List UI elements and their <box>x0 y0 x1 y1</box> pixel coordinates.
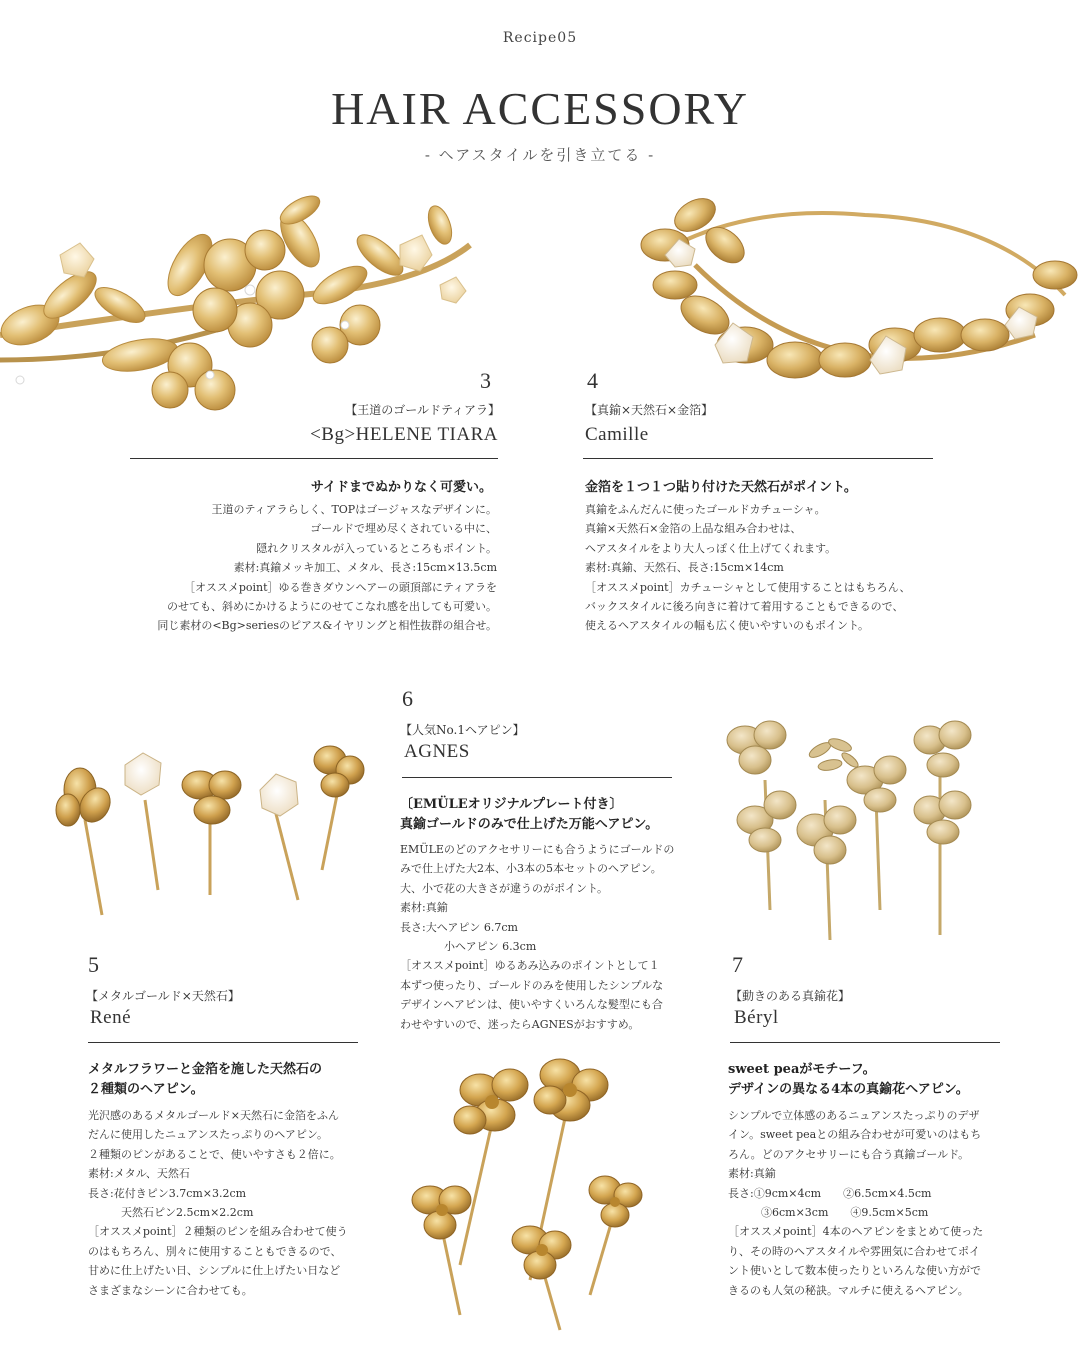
item-5-number: 5 <box>88 952 99 977</box>
item-4-heading: 金箔を１つ１つ貼り付けた天然石がポイント。 <box>585 480 857 495</box>
item-4-description: 真鍮をふんだんに使ったゴールドカチューシャ。 真鍮×天然石×金箔の上品な組み合わせは、 ヘアスタイルをより大人っぽく仕上げてくれます。 素材:真鍮、天然石、長さ:15cm×14cm ［オススメpoint］カチューシャとして使用することはもちろん、 バックスタイルに後ろ向きに着けて着用することもできるので、 使えるヘアスタイルの幅も広く使いやすいのもポイント。 <box>585 503 911 633</box>
item-5-name: René <box>90 1007 132 1028</box>
item-4-number: 4 <box>587 368 598 393</box>
item-4-name: Camille <box>585 424 649 445</box>
item-6-description: EMÜLEのどのアクセサリーにも合うようにゴールドの みで仕上げた大2本、小3本の5本セットのヘアピン。 大、小で花の大きさが違うのがポイント。 素材:真鍮 長さ:大ヘアピン 6.7cm 小ヘアピン 6.3cm ［オススメpoint］ゆるあみ込みのポイントとして１ 本ずつ使ったり、ゴールドのみを使用したシンプルな デザインヘアピンは、使いやすくいろんな髪型にも合 わせやすいので、迷ったらAGNESがおすすめ。 <box>400 843 675 1031</box>
item-3-tag: 【王道のゴールドティアラ】 <box>345 403 500 417</box>
beryl-pins-photo <box>715 710 1015 945</box>
item-7-description: シンプルで立体感のあるニュアンスたっぷりのデザ イン。sweet peaとの組み合わせが可愛いのはもち ろん。どのアクセサリーにも合う真鍮ゴールド。 素材:真鍮 長さ:①9cm×4cm ②6.5cm×4.5cm ③6cm×3cm ④9.5cm×5cm ［オススメpoint］4本のヘアピンをまとめて使った り、その時のヘアスタイルや雰囲気に合わせてポイ ント使いとして数本使ったりといろんな使い方がで きるのも人気の秘訣。マルチに使えるヘアピン。 <box>728 1109 984 1297</box>
item-3-heading: サイドまでぬかりなく可愛い。 <box>310 480 492 495</box>
item-7-name: Béryl <box>734 1007 779 1028</box>
item-5-description: 光沢感のあるメタルゴールド×天然石に金箔をふん だんに使用したニュアンスたっぷりのヘアピン。 ２種類のピンがあることで、使いやすさも２倍に。 素材:メタル、天然石 長さ:花付きピン3.7cm×3.2cm 天然石ピン2.5cm×2.2cm ［オススメpoint］２種類のピンを組み合わせて使う のはもちろん、別々に使用することもできるので、 甘めに仕上げたい日、シンプルに仕上げたい日など さまざまなシーンに合わせても。 <box>88 1109 348 1297</box>
page-title: HAIR ACCESSORY <box>331 83 749 134</box>
item-4-tag: 【真鍮×天然石×金箔】 <box>585 403 714 417</box>
tiara-photo <box>0 185 520 415</box>
item-4-divider <box>583 458 933 459</box>
item-7-tag: 【動きのある真鍮花】 <box>730 989 851 1003</box>
agnes-pins-photo <box>400 1050 660 1335</box>
item-6-heading: 〔EMÜLEオリジナルプレート付き〕 真鍮ゴールドのみで仕上げた万能ヘアピン。 <box>400 797 659 832</box>
page-subtitle: - ヘアスタイルを引き立てる - <box>424 146 656 164</box>
headband-photo <box>635 185 1080 415</box>
item-5-heading: メタルフラワーと金箔を施した天然石の ２種類のヘアピン。 <box>88 1062 323 1097</box>
item-3-name: <Bg>HELENE TIARA <box>310 424 498 445</box>
item-6-name: AGNES <box>404 741 470 762</box>
item-5-divider <box>88 1042 358 1043</box>
rene-pins-photo <box>40 730 370 920</box>
item-7-number: 7 <box>732 952 743 977</box>
item-7-divider <box>730 1042 1000 1043</box>
item-3-divider <box>130 458 498 459</box>
item-5-tag: 【メタルゴールド×天然石】 <box>86 989 240 1003</box>
item-3-description: 王道のティアラらしく、TOPはゴージャスなデザインに。 ゴールドで埋め尽くされている中に、 隠れクリスタルが入っているところもポイント。 素材:真鍮メッキ加工、メタル、長さ:15cm×13.5cm ［オススメpoint］ゆる巻きダウンヘアーの頭頂部にティアラを のせても、斜めにかけるようにのせてこなれ感を出しても可愛い。 同じ素材の<Bg>seriesのピアス&イヤリングと相性抜群の組合せ。 <box>157 503 497 633</box>
item-7-heading: sweet peaがモチーフ。 デザインの異なる4本の真鍮花ヘアピン。 <box>728 1062 969 1097</box>
recipe-label: Recipe05 <box>502 30 578 46</box>
item-6-tag: 【人気No.1ヘアピン】 <box>400 723 525 737</box>
item-6-divider <box>402 777 672 778</box>
item-3-number: 3 <box>480 368 491 393</box>
item-6-number: 6 <box>402 686 413 711</box>
